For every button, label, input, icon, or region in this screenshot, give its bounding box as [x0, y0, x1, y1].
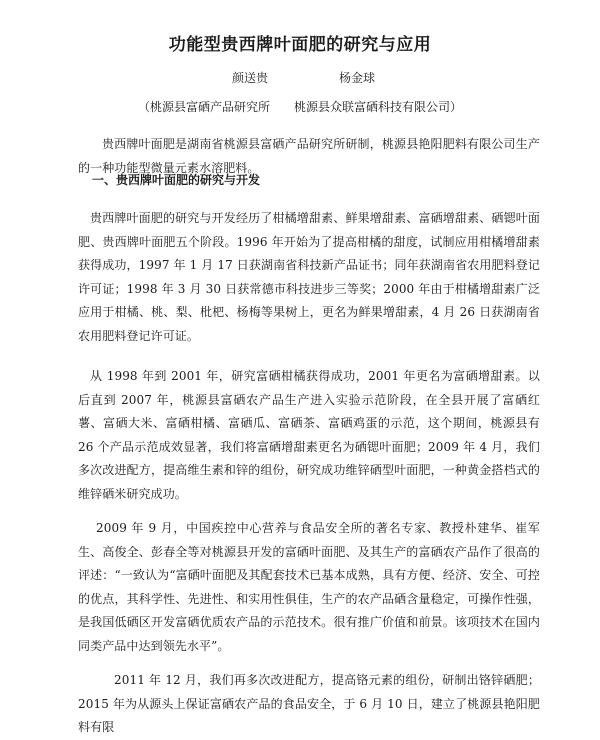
author-name: 颜送贵	[232, 71, 269, 85]
body-paragraph: 2009 年 9 月，中国疾控中心营养与食品安全所的著名专家、教授朴建华、崔军生、高俊全、彭春全等对桃源县开发的富硒叶面肥、及其生产的富硒农产品作了很高的评述：“一致认为“富硒叶面肥及其配套技术已基本成熟，具有方便、经济、安全、可控的优点，其科学性、先进性、和实用性俱佳，生产的农产品硒含量稳定，可操作性强，是我国低硒区开发富硒优质农产品的示范技术。很有推广价值和前景。该项技术在国内同类产品中达到领先水平”。	[78, 521, 540, 653]
section-heading: 一、贵西牌叶面肥的研究与开发	[92, 173, 261, 187]
affiliation: （桃源县富硒产品研究所 桃源县众联富硒科技有限公司）	[137, 100, 462, 114]
intro-paragraph: 贵西牌叶面肥是湖南省桃源县富硒产品研究所研制，桃源县艳阳肥料有限公司生产的一种功能型微量元素水溶肥料。	[78, 137, 540, 175]
body-paragraph: 从 1998 年到 2001 年，研究富硒柑橘获得成功，2001 年更名为富硒增甜素。以后直到 2007 年，桃源县富硒农产品生产进入实验示范阶段，在全县开展了富硒红薯、富硒大米、富硒柑橘、富硒瓜、富硒茶、富硒鸡蛋的示范，这个期间，桃源县有 26 个产品示范成效显著，我们将富硒增甜素更名为硒锶叶面肥；2009 年 4 月，我们多次改进配方，提高维生素和锌的组份，研究成功维锌硒型叶面肥，一种黄金搭档式的维锌硒米研究成功。	[78, 369, 540, 501]
body-paragraph: 2011 年 12 月，我们再多次改进配方，提高铬元素的组份，研制出铬锌硒肥；2015 年为从源头上保证富硒农产品的食品安全，于 6 月 10 日，建立了桃源县艳阳肥料有限	[78, 673, 540, 735]
author-name: 杨金球	[339, 71, 376, 85]
document-title: 功能型贵西牌叶面肥的研究与应用	[168, 35, 432, 55]
body-paragraph: 贵西牌叶面肥的研究与开发经历了柑橘增甜素、鲜果增甜素、富硒增甜素、硒锶叶面肥、贵西牌叶面肥五个阶段。1996 年开始为了提高柑橘的甜度，试制应用柑橘增甜素获得成功，1997 年 1 月 17 日获湖南省科技新产品证书；同年获湖南省农用肥料登记许可证；1998 年 3 月 30 日获常德市科技进步三等奖；2000 年由于柑橘增甜素广泛应用于柑橘、桃、梨、枇杷、杨梅等果树上，更名为鲜果增甜素，4 月 26 日获湖南省农用肥料登记许可证。	[78, 211, 540, 343]
